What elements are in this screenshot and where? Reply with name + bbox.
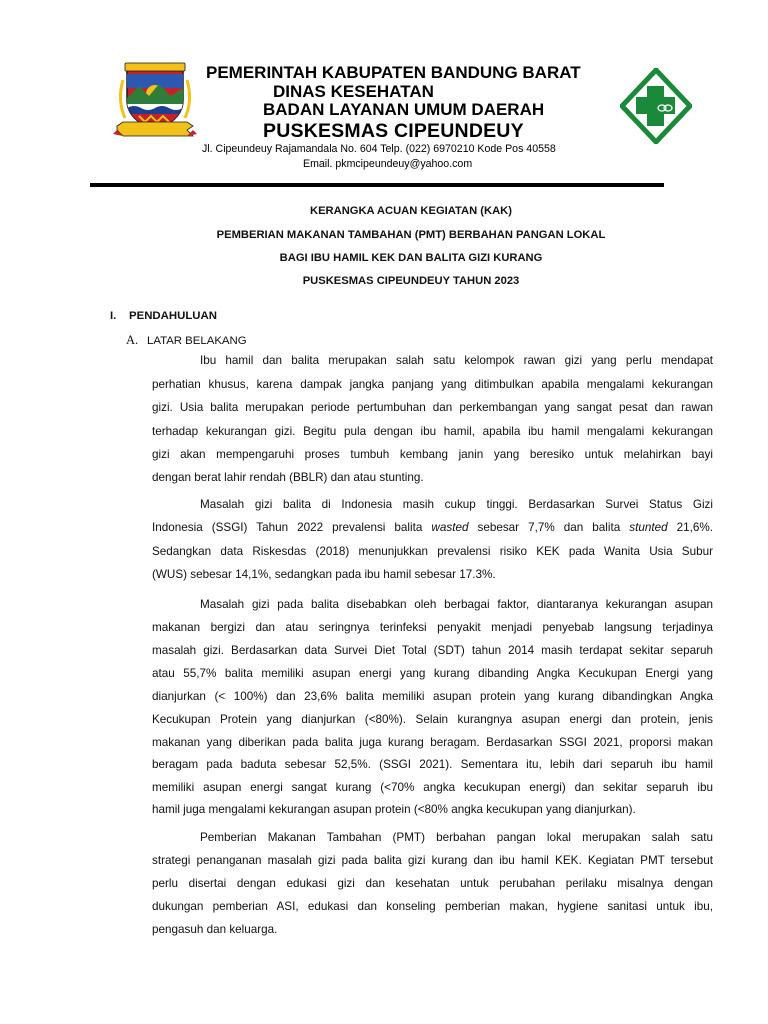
paragraph-line: perlu disertai dengan edukasi gizi dan kesehatan untuk perubahan perilaku misalnya dengan <box>152 877 713 890</box>
document-subtitle: PEMBERIAN MAKANAN TAMBAHAN (PMT) BERBAHAN PANGAN LOKAL <box>216 229 606 241</box>
paragraph-line: pengasuh dan keluarga. <box>152 923 278 936</box>
paragraph-line: gizi. Usia balita merupakan periode pertumbuhan dan perkembangan yang sangat pesat dan rawan <box>152 401 713 414</box>
italic-term-stunted: stunted <box>629 521 668 534</box>
letterhead-government: PEMERINTAH KABUPATEN BANDUNG BARAT <box>206 63 581 82</box>
paragraph-line: strategi penanganan masalah gizi pada balita gizi kurang dan ibu hamil KEK. Kegiatan PMT tersebut <box>152 854 713 867</box>
paragraph-line: terhadap kekurangan gizi. Begitu pula dengan ibu hamil, apabila ibu hamil mengalami kekurangan <box>152 425 713 438</box>
italic-term-wasted: wasted <box>431 521 469 534</box>
letterhead-institution: PUSKESMAS CIPEUNDEUY <box>263 120 524 142</box>
paragraph-line: (WUS) sebesar 14,1%, sedangkan pada ibu hamil sebesar 17.3%. <box>152 568 496 581</box>
paragraph-line: makanan bergizi dan atau seringnya terinfeksi penyakit menjadi penyebab langsung terjadinya <box>152 621 713 634</box>
kabupaten-bandung-barat-emblem-icon <box>113 60 197 144</box>
document-subtitle: BAGI IBU HAMIL KEK DAN BALITA GIZI KURANG <box>279 252 543 264</box>
paragraph-line: hamil juga mengalami kekurangan asupan protein (<80% angka kecukupan yang dianjurkan). <box>152 803 636 816</box>
text-run: Indonesia (SSGI) Tahun 2022 prevalensi balita <box>152 521 432 534</box>
letterhead-agency: BADAN LAYANAN UMUM DAERAH <box>263 100 545 119</box>
paragraph-line: Kecukupan Protein yang dianjurkan (<80%). Selain kurangnya asupan energi dan protein, jenis <box>152 713 713 726</box>
paragraph-line: dengan berat lahir rendah (BBLR) dan atau stunting. <box>152 471 424 484</box>
paragraph-line: dukungan pemberian ASI, edukasi dan konseling pemberian makan, hygiene sanitasi untuk ibu, <box>152 900 713 913</box>
document-subtitle: PUSKESMAS CIPEUNDEUY TAHUN 2023 <box>302 275 520 287</box>
letterhead-email: Email. pkmcipeundeuy@yahoo.com <box>303 158 473 170</box>
paragraph-line: Masalah gizi balita di Indonesia masih cukup tinggi. Berdasarkan Survei Status Gizi <box>200 498 713 511</box>
paragraph-line: gizi akan mempengaruhi proses tumbuh kembang janin yang beresiko untuk melahirkan bayi <box>152 448 713 461</box>
paragraph-line: atau 55,7% balita memiliki asupan energi yang kurang dibanding Angka Kecukupan Energi yang <box>152 667 713 680</box>
paragraph-line: makanan yang diberikan pada balita juga kurang beragam. Berdasarkan SSGI 2021, proporsi makan <box>152 736 713 749</box>
paragraph-line: dianjurkan (< 100%) dan 23,6% balita memiliki asupan protein yang kurang dibandingkan Angka <box>152 690 713 703</box>
letterhead-divider <box>90 183 664 187</box>
subsection-heading <box>126 333 247 348</box>
paragraph-line <box>152 520 713 536</box>
paragraph-line: Ibu hamil dan balita merupakan salah satu kelompok rawan gizi yang perlu mendapat <box>200 354 713 367</box>
letterhead-department: DINAS KESEHATAN <box>273 82 434 101</box>
document-title: KERANGKA ACUAN KEGIATAN (KAK) <box>310 205 512 217</box>
puskesmas-cross-icon <box>620 68 692 144</box>
section-heading <box>110 310 217 322</box>
text-run: 21,6%. <box>667 521 714 534</box>
letterhead-address: Jl. Cipeundeuy Rajamandala No. 604 Telp. (022) 6970210 Kode Pos 40558 <box>202 143 556 155</box>
paragraph-line: masalah gizi. Berdasarkan data Survei Diet Total (SDT) tahun 2014 masih terdapat sekitar separuh <box>152 644 713 657</box>
paragraph-line: Masalah gizi pada balita disebabkan oleh berbagai faktor, diantaranya kekurangan asupan <box>200 598 713 611</box>
section-title: PENDAHULUAN <box>129 310 217 322</box>
paragraph-line: Pemberian Makanan Tambahan (PMT) berbahan pangan lokal merupakan salah satu <box>200 831 713 844</box>
section-number: I. <box>110 310 117 322</box>
text-run: sebesar 7,7% dan balita <box>468 521 630 534</box>
paragraph-line: perhatian khusus, karena dampak jangka panjang yang ditimbulkan apabila mengalami kekurangan <box>152 378 713 391</box>
paragraph-line: Sedangkan data Riskesdas (2018) menunjukkan prevalensi risiko KEK pada Wanita Usia Subur <box>152 545 713 558</box>
subsection-title: LATAR BELAKANG <box>147 335 247 347</box>
paragraph-line: memiliki asupan energi sangat kurang (<70% angka kecukupan energi) dan sekitar separuh ibu <box>152 781 713 794</box>
subsection-letter: A. <box>126 333 139 347</box>
paragraph-line: beragam pada baduta sebesar 52,5%. (SSGI 2021). Sementara itu, lebih dari separuh ibu hamil <box>152 758 713 771</box>
